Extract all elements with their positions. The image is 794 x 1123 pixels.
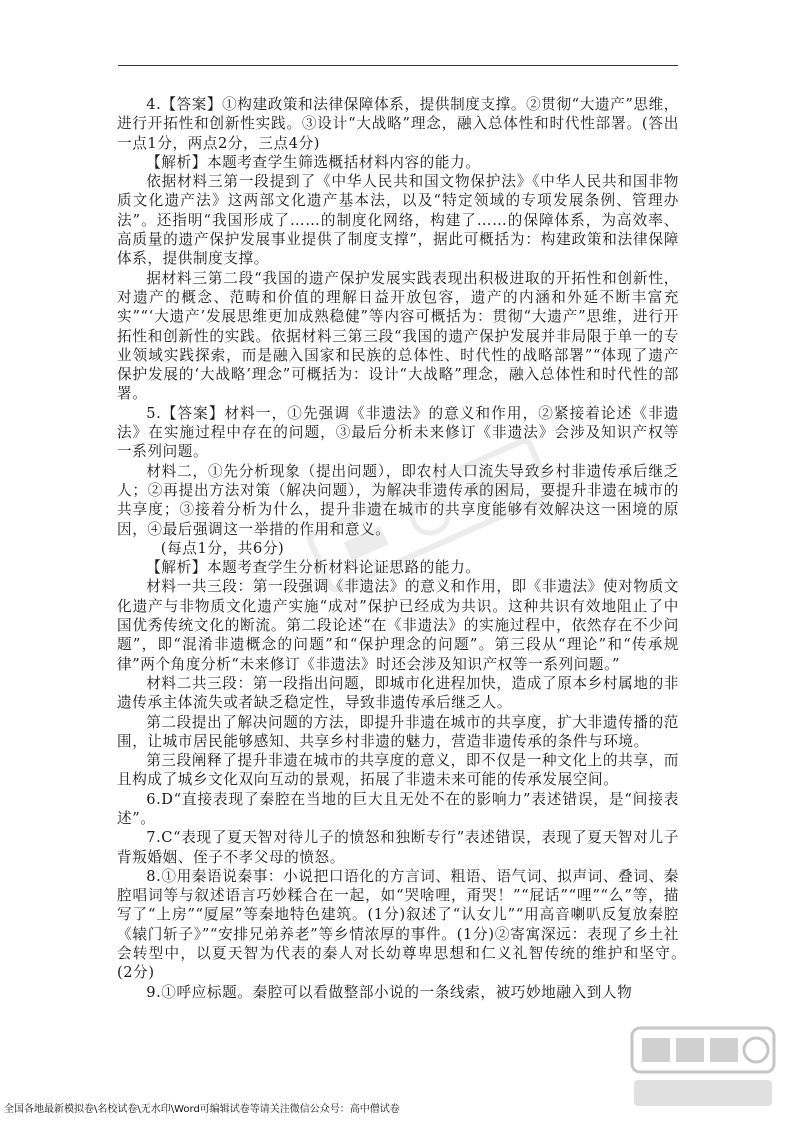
paragraph-12: 第三段阐释了提升非遗在城市的共享度的意义，即不仅是一种文化上的共享，而且构成了城乡文化双向互动的景观，拓展了非遗未来可能的传承发展空间。	[117, 752, 679, 789]
paragraph-7: (每点1分，共6分)	[160, 539, 285, 557]
paragraph-5: 5.【答案】材料一，①先强调《非遗法》的意义和作用，②紧接着论述《非遗法》在实施过程中存在的问题，③最后分析未来修订《非遗法》会涉及知识产权等一系列问题。	[117, 404, 679, 461]
answer-content	[117, 95, 695, 1002]
paragraph-11: 第二段提出了解决问题的方法，即提升非遗在城市的共享度，扩大非遗传播的范围，让城市居民能够感知、共享乡村非遗的魅力，营造非遗传承的条件与环境。	[117, 713, 679, 750]
footer-note: 全国各地最新模拟卷\名校试卷\无水印\Word可编辑试卷等请关注微信公众号：高中僧试卷	[4, 1104, 400, 1115]
paragraph-9: 材料一共三段：第一段强调《非遗法》的意义和作用，即《非遗法》使对物质文化遗产与非物质文化遗产实施“成对”保护已经成为共识。这种共识有效地阻止了中国优秀传统文化的断流。第二段论述“在《非遗法》的实施过程中，依然存在不少问题”，即“混淆非遗概念的问题”和“保护理念的问题”。第三段从“理论”和“传承规律”两个角度分析“未来修订《非遗法》时还会涉及知识产权等一系列问题。”	[117, 578, 679, 673]
paragraph-14: 7.C“表现了夏天智对待儿子的愤怒和独断专行”表述错误，表现了夏天智对儿子背叛婚姻、侄子不孝父母的愤怒。	[117, 829, 679, 866]
paragraph-16: 9.①呼应标题。秦腔可以看做整部小说的一条线索，被巧妙地融入到人物	[146, 983, 633, 1001]
paragraph-1: 4.【答案】①构建政策和法律保障体系，提供制度支撑。②贯彻“大遗产”思维，进行开拓性和创新性实践。③设计“大战略”理念，融入总体性和时代性部署。(答出一点1分，两点2分，三点4分)	[117, 96, 679, 152]
paragraph-3: 依据材料三第一段提到了《中华人民共和国文物保护法》《中华人民共和国非物质文化遗产法》这两部文化遗产基本法，以及“特定领域的专项发展条例、管理办法”。还指明“我国形成了……的制度化网络，构建了……的保障体系，为高效率、高质量的遗产保护发展事业提供了制度支撑”，据此可概括为：构建政策和法律保障体系，提供制度支撑。	[117, 173, 679, 268]
paragraph-2: 【解析】本题考查学生筛选概括材料内容的能力。	[146, 153, 481, 171]
header-rule	[118, 65, 678, 66]
paragraph-6: 材料二，①先分析现象（提出问题），即农村人口流失导致乡村非遗传承后继乏人；②再提出方法对策（解决问题），为解决非遗传承的困局，要提升非遗在城市的共享度；③接着分析为什么，提升非遗在城市的共享度能够有效解决这一困境的原因，④最后强调这一举措的作用和意义。	[117, 462, 679, 538]
paragraph-8: 【解析】本题考查学生分析材料论证思路的能力。	[146, 559, 481, 577]
paragraph-4: 据材料三第二段“我国的遗产保护发展实践表现出积极进取的开拓性和创新性，对遗产的概念、范畴和价值的理解日益开放包容，遗产的内涵和外延不断丰富充实”“‘大遗产’发展思维更加成熟稳健”等内容可概括为：贯彻“大遗产”思维，进行开拓性和创新性的实践。依据材料三第三段“我国的遗产保护发展并非局限于单一的专业领域实践探索，而是融入国家和民族的总体性、时代性的战略部署”“体现了遗产保护发展的‘大战略’理念”可概括为：设计“大战略”理念，融入总体性和时代性的部署。	[117, 269, 679, 403]
paragraph-13: 6.D“直接表现了秦腔在当地的巨大且无处不在的影响力”表述错误，是“间接表述”。	[117, 790, 679, 827]
paragraph-10: 材料二共三段：第一段指出问题，即城市化进程加快，造成了原本乡村属地的非遗传承主体流失或者缺乏稳定性，导致非遗传承后继乏人。	[117, 674, 679, 712]
paragraph-15: 8.①用秦语说秦事：小说把口语化的方言词、粗语、语气词、拟声词、叠词、秦腔唱词等与叙述语言巧妙糅合在一起，如“哭啥哩，甭哭！”“屁话”“哩”“么”等，描写了“上房”“厦屋”等秦地特色建筑。(1分)叙述了“认女儿”“用高音喇叭反复放秦腔《辕门斩子》”“安排兄弟养老”等乡情浓厚的事件。(1分)②寄寓深远：表现了乡土社会转型中，以夏天智为代表的秦人对长幼尊卑思想和仁义礼智传统的维护和坚守。 (2分)	[117, 867, 695, 982]
mxqe-logo-watermark	[628, 1022, 778, 1112]
